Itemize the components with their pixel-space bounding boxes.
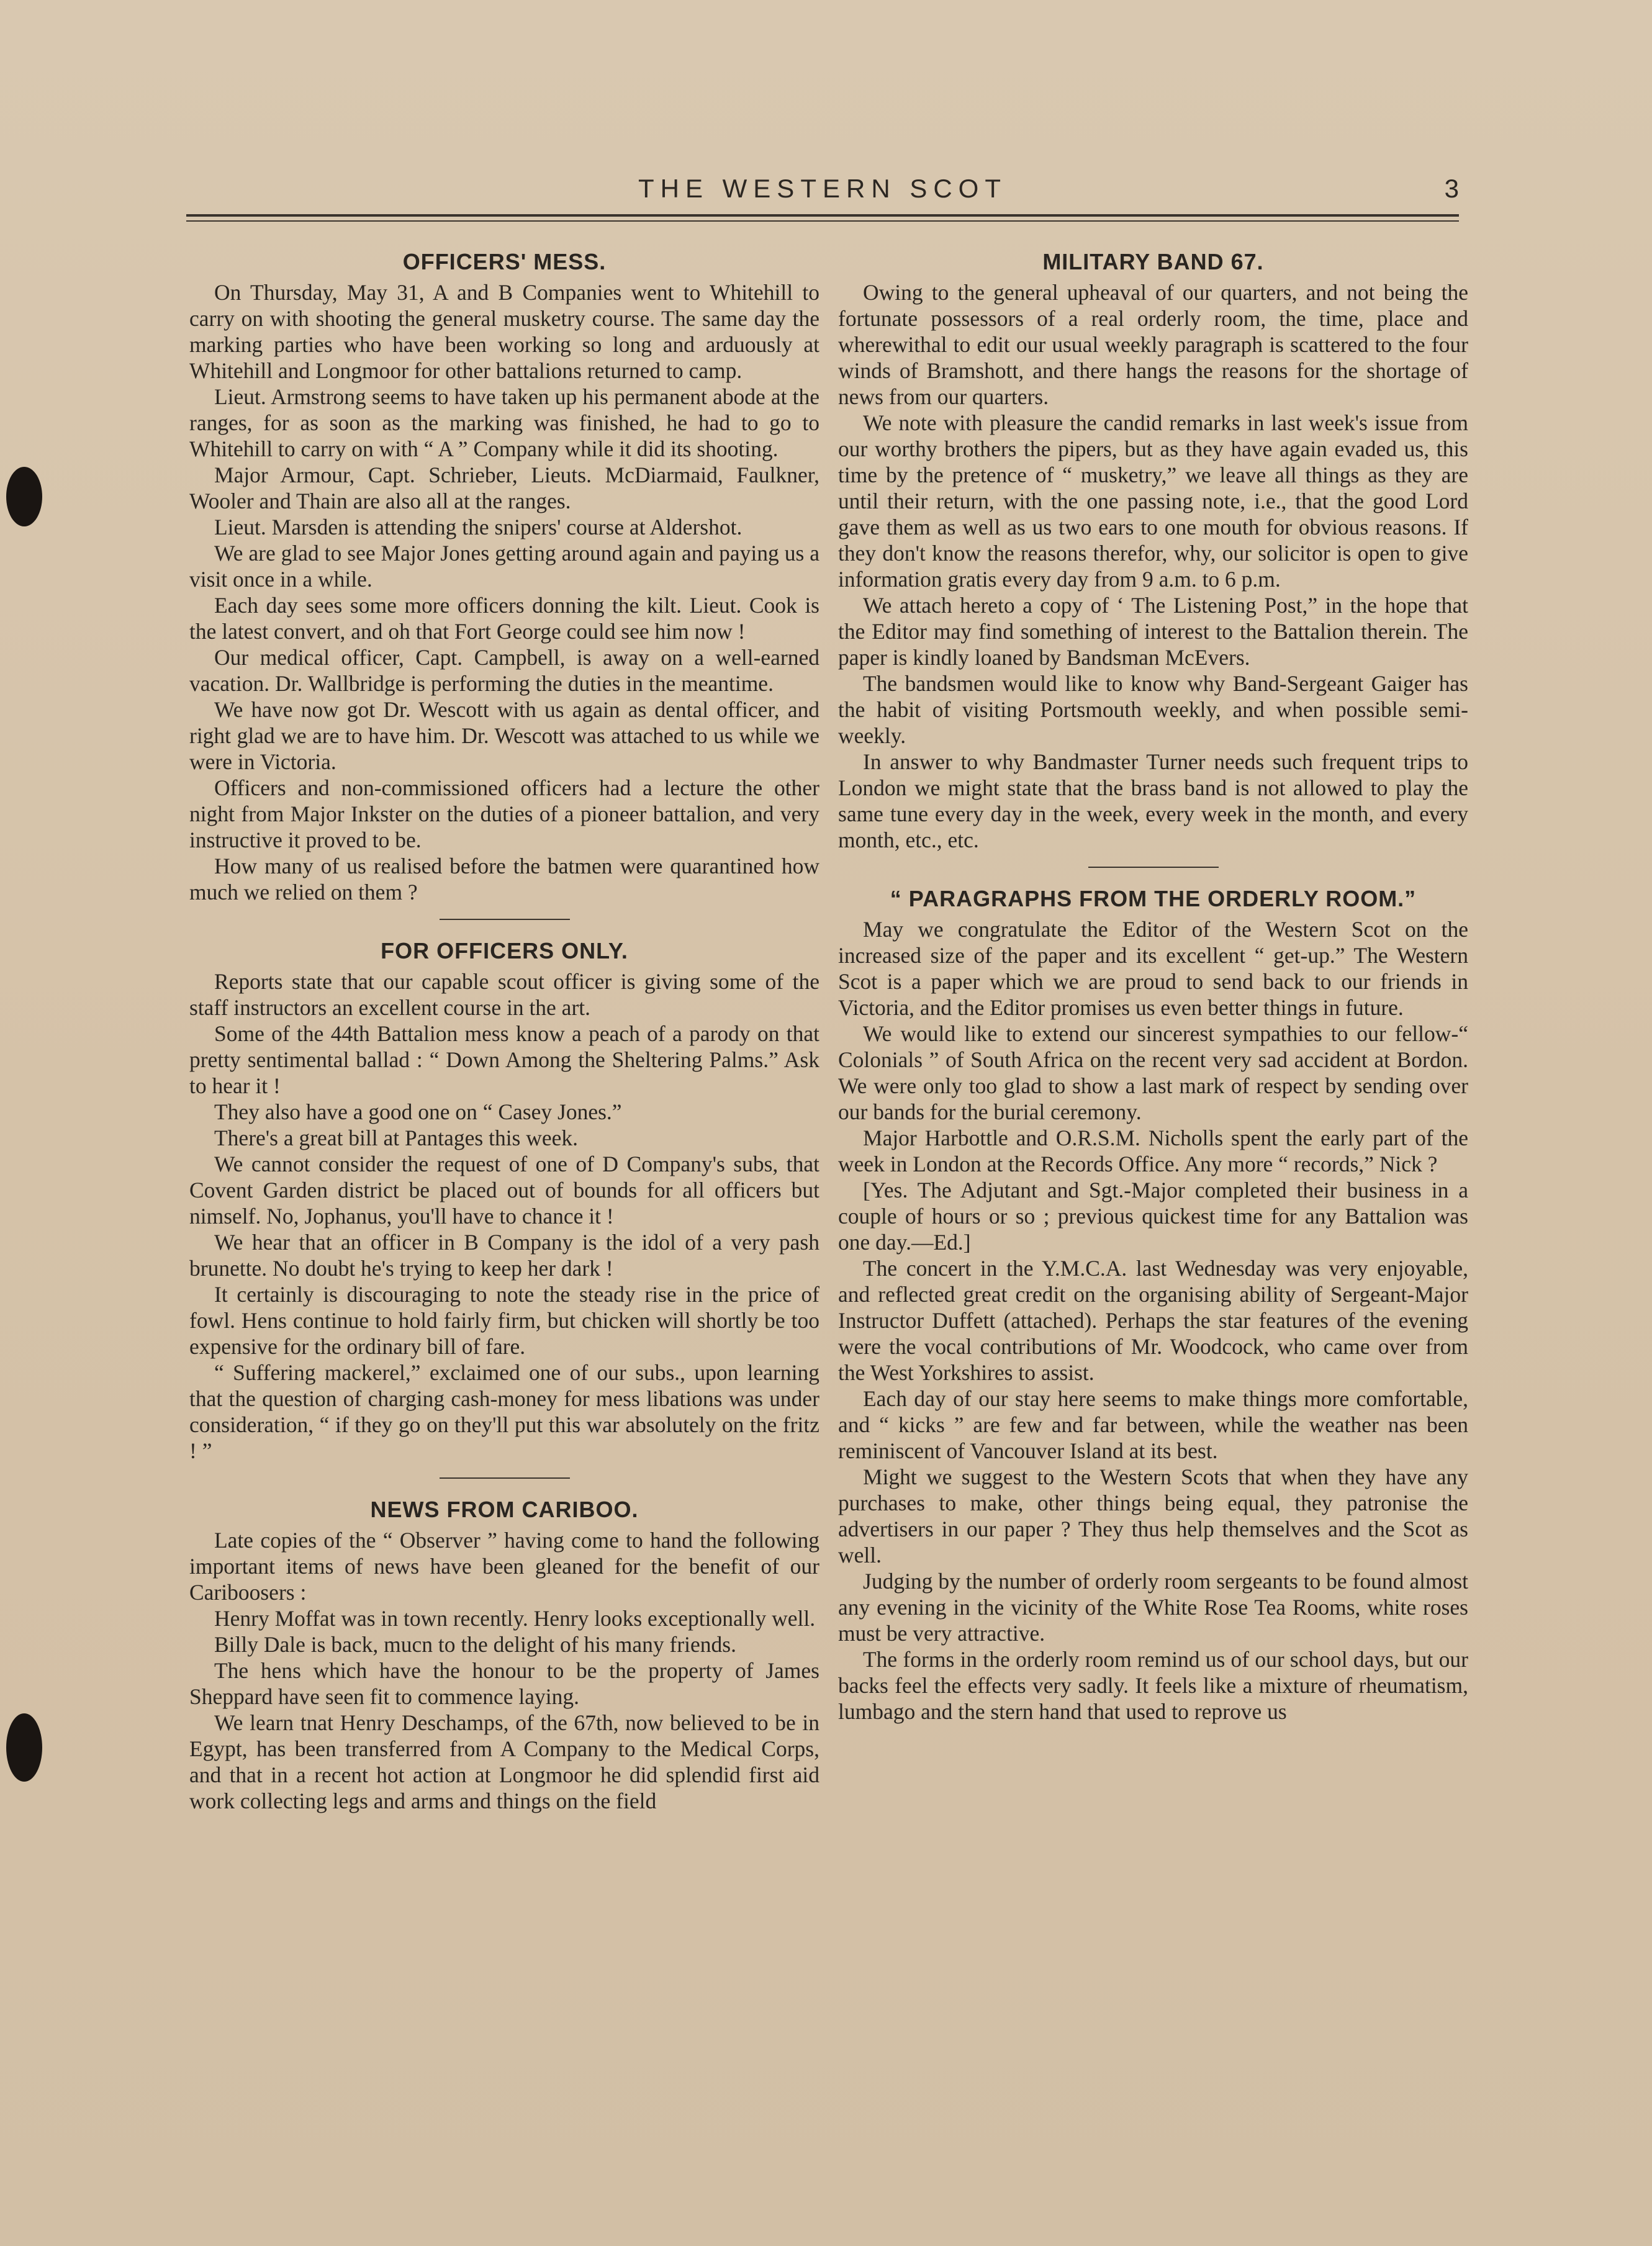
- article-paragraph: It certainly is discouraging to note the steady rise in the price of fowl. Hens continue to hold fairly firm, but chicken will shortly be too expensive for the ordinary bill of fare.: [189, 1282, 819, 1359]
- article-paragraph: Owing to the general upheaval of our quarters, and not being the fortunate possessors of a real orderly room, the time, place and wherewithal to edit our usual weekly paragraph is scattered to the four winds of Bramshott, and there hangs the reasons for the shortage of news from our quarters.: [838, 280, 1468, 409]
- article-for-officers-only: [189, 937, 819, 1464]
- punch-hole-bottom: [6, 1713, 42, 1782]
- article-heading: FOR OFFICERS ONLY.: [381, 938, 628, 963]
- article-paragraph: Each day sees some more officers donning the kilt. Lieut. Cook is the latest convert, and oh that Fort George could see him now !: [189, 593, 819, 644]
- article-paragraph: How many of us realised before the batmen were quarantined how much we relied on them ?: [189, 854, 819, 904]
- page-header: [186, 174, 1459, 211]
- punch-hole-top: [6, 467, 42, 526]
- article-paragraph: [Yes. The Adjutant and Sgt.-Major completed their business in a couple of hours or so ; previous quickest time for any Battalion was one day.—Ed.]: [838, 1178, 1468, 1255]
- article-paragraph: Might we suggest to the Western Scots that when they have any purchases to make, other things being equal, they patronise the advertisers in our paper ? They thus help themselves and the Scot as well.: [838, 1464, 1468, 1567]
- article-paragraph: The bandsmen would like to know why Band-Sergeant Gaiger has the habit of visiting Portsmouth weekly, and when possible semi-weekly.: [838, 671, 1468, 748]
- article-paragraph: In answer to why Bandmaster Turner needs such frequent trips to London we might state that the brass band is not allowed to play the same tune every day in the week, every week in the month, and every month, etc., etc.: [838, 749, 1468, 852]
- article-paragraph: We would like to extend our sincerest sympathies to our fellow-“ Colonials ” of South Africa on the recent very sad accident at Bordon. We were only too glad to show a last mark of respect by sending over our bands for the burial ceremony.: [838, 1021, 1468, 1124]
- article-paragraph: May we congratulate the Editor of the Western Scot on the increased size of the paper and its excellent “ get-up.” The Western Scot is a paper which we are proud to send back to our friends in Victoria, and the Editor promises us even better things in future.: [838, 917, 1468, 1020]
- article-heading: NEWS FROM CARIBOO.: [370, 1497, 639, 1522]
- article-paragraph: Some of the 44th Battalion mess know a peach of a parody on that pretty sentimental ballad : “ Down Among the Sheltering Palms.” Ask to hear it !: [189, 1021, 819, 1098]
- left-column: [189, 248, 819, 1814]
- article-news-from-cariboo: [189, 1496, 819, 1814]
- article-paragraph: We hear that an officer in B Company is the idol of a very pash brunette. No doubt he's trying to keep her dark !: [189, 1230, 819, 1281]
- article-heading: OFFICERS' MESS.: [402, 249, 607, 274]
- article-paragraph: Major Harbottle and O.R.S.M. Nicholls spent the early part of the week in London at the Records Office. Any more “ records,” Nick ?: [838, 1125, 1468, 1176]
- article-paragraph: We are glad to see Major Jones getting around again and paying us a visit once in a while.: [189, 541, 819, 592]
- article-paragraph: We attach hereto a copy of ‘ The Listening Post,” in the hope that the Editor may find something of interest to the Battalion therein. The paper is kindly loaned by Bandsman McEvers.: [838, 593, 1468, 670]
- article-paragraph: Major Armour, Capt. Schrieber, Lieuts. McDiarmaid, Faulkner, Wooler and Thain are also all at the ranges.: [189, 462, 819, 513]
- article-heading: MILITARY BAND 67.: [1042, 249, 1264, 274]
- article-paragraph: Late copies of the “ Observer ” having come to hand the following important items of news have been gleaned for the benefit of our Cariboosers :: [189, 1528, 819, 1605]
- article-military-band-67: [838, 248, 1468, 853]
- article-paragraph: We cannot consider the request of one of D Company's subs, that Covent Garden district be placed out of bounds for all officers but nimself. No, Jophanus, you'll have to chance it !: [189, 1152, 819, 1229]
- article-paragraphs-from-the-orderly-room: [838, 885, 1468, 1725]
- article-paragraph: Henry Moffat was in town recently. Henry looks exceptionally well.: [214, 1606, 816, 1631]
- article-paragraph: The hens which have the honour to be the property of James Sheppard have seen fit to commence laying.: [189, 1658, 819, 1709]
- article-paragraph: Billy Dale is back, mucn to the delight of his many friends.: [214, 1632, 736, 1657]
- section-separator: [1088, 867, 1219, 868]
- header-rule: [186, 214, 1459, 217]
- section-separator: [440, 1477, 570, 1479]
- article-paragraph: The forms in the orderly room remind us of our school days, but our backs feel the effects very sadly. It feels like a mixture of rheumatism, lumbago and the stern hand that used to reprove us: [838, 1647, 1468, 1724]
- section-separator: [440, 919, 570, 920]
- article-paragraph: Officers and non-commissioned officers had a lecture the other night from Major Inkster on the duties of a pioneer battalion, and very instructive it proved to be.: [189, 775, 819, 852]
- article-paragraph: We have now got Dr. Wescott with us again as dental officer, and right glad we are to have him. Dr. Wescott was attached to us while we were in Victoria.: [189, 697, 819, 774]
- article-paragraph: Lieut. Armstrong seems to have taken up his permanent abode at the ranges, for as soon as the marking was finished, he had to go to Whitehill to carry on with “ A ” Company while it did its shooting.: [189, 384, 819, 461]
- article-paragraph: The concert in the Y.M.C.A. last Wednesday was very enjoyable, and reflected great credit on the organising ability of Sergeant-Major Instructor Duffett (attached). Perhaps the star features of the evening were the vocal contributions of Mr. Woodcock, who came over from the West Yorkshires to assist.: [838, 1256, 1468, 1385]
- article-paragraph: Our medical officer, Capt. Campbell, is away on a well-earned vacation. Dr. Wallbridge is performing the duties in the meantime.: [189, 645, 819, 696]
- article-paragraph: Lieut. Marsden is attending the snipers' course at Aldershot.: [214, 515, 742, 539]
- article-paragraph: We note with pleasure the candid remarks in last week's issue from our worthy brothers the pipers, but as they have again evaded us, this time by the pretence of “ musketry,” we leave all things as they are until their return, with the one passing note, i.e., that the good Lord gave them as well as us two ears to one mouth for obvious reasons. If they don't know the reasons therefor, why, our solicitor is open to give information gratis every day from 9 a.m. to 6 p.m.: [838, 410, 1468, 592]
- article-paragraph: Each day of our stay here seems to make things more comfortable, and “ kicks ” are few and far between, while the weather nas been reminiscent of Vancouver Island at its best.: [838, 1386, 1468, 1463]
- article-paragraph: Judging by the number of orderly room sergeants to be found almost any evening in the vicinity of the White Rose Tea Rooms, white roses must be very attractive.: [838, 1569, 1468, 1646]
- header-rule-thin: [186, 220, 1459, 222]
- article-paragraph: There's a great bill at Pantages this week.: [214, 1125, 579, 1150]
- article-paragraph: “ Suffering mackerel,” exclaimed one of our subs., upon learning that the question of charging cash-money for mess libations was under consideration, “ if they go on they'll put this war absolutely on the fritz ! ”: [189, 1360, 819, 1463]
- article-paragraph: We learn tnat Henry Deschamps, of the 67th, now believed to be in Egypt, has been transferred from A Company to the Medical Corps, and that in a recent hot action at Longmoor he did splendid first aid work collecting legs and arms and things on the field: [189, 1710, 819, 1813]
- article-paragraph: On Thursday, May 31, A and B Companies went to Whitehill to carry on with shooting the general musketry course. The same day the marking parties who have been working so long and arduously at Whitehill and Longmoor for other battalions returned to camp.: [189, 280, 819, 383]
- page-number: 3: [1444, 174, 1459, 203]
- article-officers-mess: [189, 248, 819, 905]
- article-heading: “ PARAGRAPHS FROM THE ORDERLY ROOM.”: [890, 886, 1417, 911]
- article-paragraph: They also have a good one on “ Casey Jones.”: [214, 1099, 622, 1124]
- article-paragraph: Reports state that our capable scout officer is giving some of the staff instructors an excellent course in the art.: [189, 969, 819, 1020]
- right-column: [838, 248, 1468, 1725]
- masthead-title: THE WESTERN SCOT: [638, 174, 1007, 203]
